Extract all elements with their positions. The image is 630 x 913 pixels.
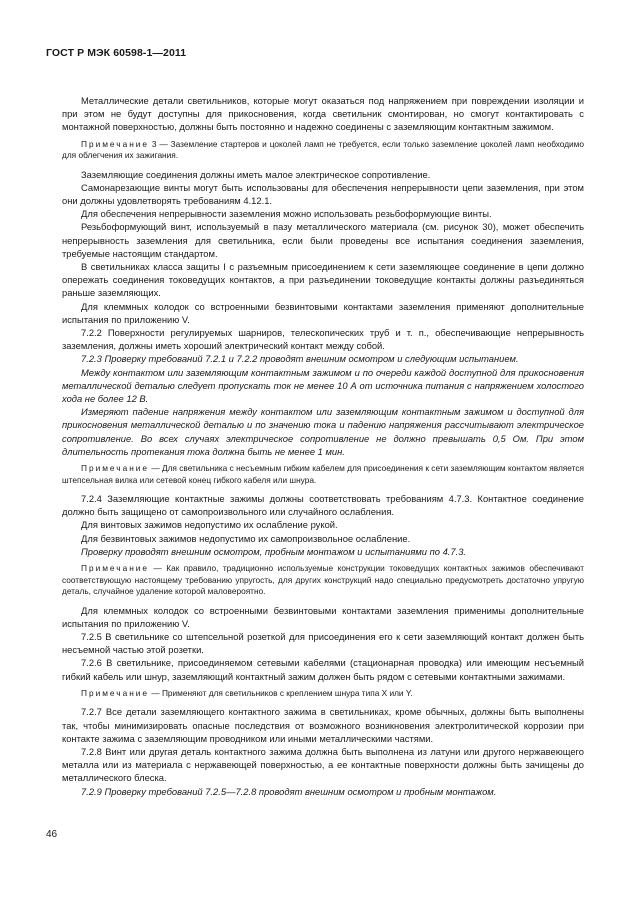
note-text: — Как правило, традиционно используемые конструкции токоведущих контактных зажимов обеспечивают соответствующую настоящему требованию упругость, для других конструкций надо специально предусмотреть достаточно упругую деталь, случайное удаление которой маловероятно. [62, 563, 584, 597]
note-label: Примечание [81, 463, 150, 474]
paragraph: 7.2.7 Все детали заземляющего контактного зажима в светильниках, кроме обычных, должны быть выполнены так, чтобы минимизировать опасные последствия от возможного возникновения электролитической коррозии при контакте зажима с заземляющим проводником или иными металлическими частями. [62, 706, 584, 744]
italic-paragraph: Между контактом или заземляющим контактным зажимом и по очереди каждой доступной для прикосновения металлической деталью следует пропускать ток не менее 10 А от источника питания с напряжением холостого хода не более 12 В. [62, 366, 584, 405]
note-text: — Для светильника с несъемным гибким кабелем для присоединения к сети заземляющим контактом является штепсельная вилка или сетевой конец гибкого кабеля или шнура. [62, 463, 584, 485]
paragraph: Заземляющие соединения должны иметь малое электрическое сопротивление. [81, 168, 431, 180]
note-paragraph [62, 563, 584, 598]
paragraph: 7.2.4 Заземляющие контактные зажимы должны соответствовать требованиям 4.7.3. Контактное соединение должно быть защищено от самопроизвольного или случайного ослабления. [62, 493, 584, 518]
italic-paragraph: Измеряют падение напряжения между контактом или заземляющим контактным зажимом и доступной для прикосновения металлической деталью и по значению тока и падению напряжения рассчитывают электрическое сопротивление. Во всех случаях электрическое сопротивление не должно превышать 0,5 Ом. При этом длительность протекания тока должна быть не менее 1 мин. [62, 406, 584, 457]
document-body [62, 94, 584, 798]
paragraph: Для клеммных колодок со встроенными безвинтовыми контактами заземления применяют дополнительные испытания по приложению V. [62, 300, 584, 325]
note-label: Примечание [81, 687, 150, 698]
italic-paragraph: 7.2.9 Проверку требований 7.2.5—7.2.8 проводят внешним осмотром и пробным монтажом. [81, 785, 497, 797]
note-label: Примечание [81, 138, 150, 149]
standard-header: ГОСТ Р МЭК 60598-1—2011 [46, 47, 187, 59]
paragraph: 7.2.6 В светильнике, присоединяемом сетевыми кабелями (стационарная проводка) или имеющим несъемный гибкий кабель или шнур, заземляющий контактный зажим должен быть рядом с сетевыми контактными зажимами. [62, 657, 584, 682]
paragraph: Для обеспечения непрерывности заземления можно использовать резьбоформующие винты. [81, 208, 492, 220]
paragraph: Для клеммных колодок со встроенными безвинтовыми контактами заземления применимы дополнительные испытания по приложению V. [62, 604, 584, 629]
note-paragraph [62, 139, 584, 162]
paragraph: Для безвинтовых зажимов недопустимо их самопроизвольное ослабление. [81, 532, 411, 544]
italic-paragraph: 7.2.3 Проверку требований 7.2.1 и 7.2.2 проводят внешним осмотром и следующим испытанием. [81, 353, 519, 365]
italic-paragraph: Проверку проводят внешним осмотром, пробным монтажом и испытаниями по 4.7.3. [81, 545, 467, 557]
note-text: 3 — Заземление стартеров и цоколей ламп не требуется, если только заземление цоколей ламп необходимо для облегчения их зажигания. [62, 138, 584, 161]
note-paragraph [62, 463, 584, 486]
paragraph: Резьбоформующий винт, используемый в пазу металлического материала (см. рисунок 30), может обеспечить непрерывность заземления для светильника, если были проведены все испытания соединения заземления, требуемые настоящим стандартом. [62, 221, 584, 259]
paragraph: 7.2.8 Винт или другая деталь контактного зажима должна быть выполнена из латуни или другого нержавеющего металла или из материала с нержавеющей поверхностью, а ее контактные поверхности должны быть зачищены до металлического блеска. [62, 745, 584, 784]
note-label: Примечание [81, 563, 150, 574]
paragraph: 7.2.2 Поверхности регулируемых шарниров, телескопических труб и т. п., обеспечивающие непрерывность заземления, должны иметь хороший электрический контакт между собой. [62, 327, 584, 352]
paragraph: В светильниках класса защиты I с разъемным присоединением к сети заземляющее соединение в цепи должно опережать соединения токоведущих контактов, а при разъединении токоведущие контакты должны разъединяться раньше заземляющих. [62, 261, 584, 299]
paragraph: Для винтовых зажимов недопустимо их ослабление рукой. [81, 519, 338, 531]
paragraph: Металлические детали светильников, которые могут оказаться под напряжением при повреждении изоляции и при этом не будут доступны для прикосновения, когда светильник смонтирован, но смогут контактировать с монтажной поверхностью, должны быть постоянно и надежно соединены с заземляющим контактным зажимом. [62, 95, 584, 133]
note-text: — Применяют для светильников с креплением шнура типа X или Y. [149, 687, 413, 698]
page-number: 46 [46, 829, 58, 840]
paragraph: 7.2.5 В светильнике со штепсельной розеткой для присоединения его к сети заземляющий контакт должен быть несъемной частью этой розетки. [62, 631, 584, 656]
note-paragraph [62, 688, 584, 700]
paragraph: Самонарезающие винты могут быть использованы для обеспечения непрерывности цепи заземления, при этом они должны удовлетворять требованиям 4.12.1. [62, 181, 584, 207]
